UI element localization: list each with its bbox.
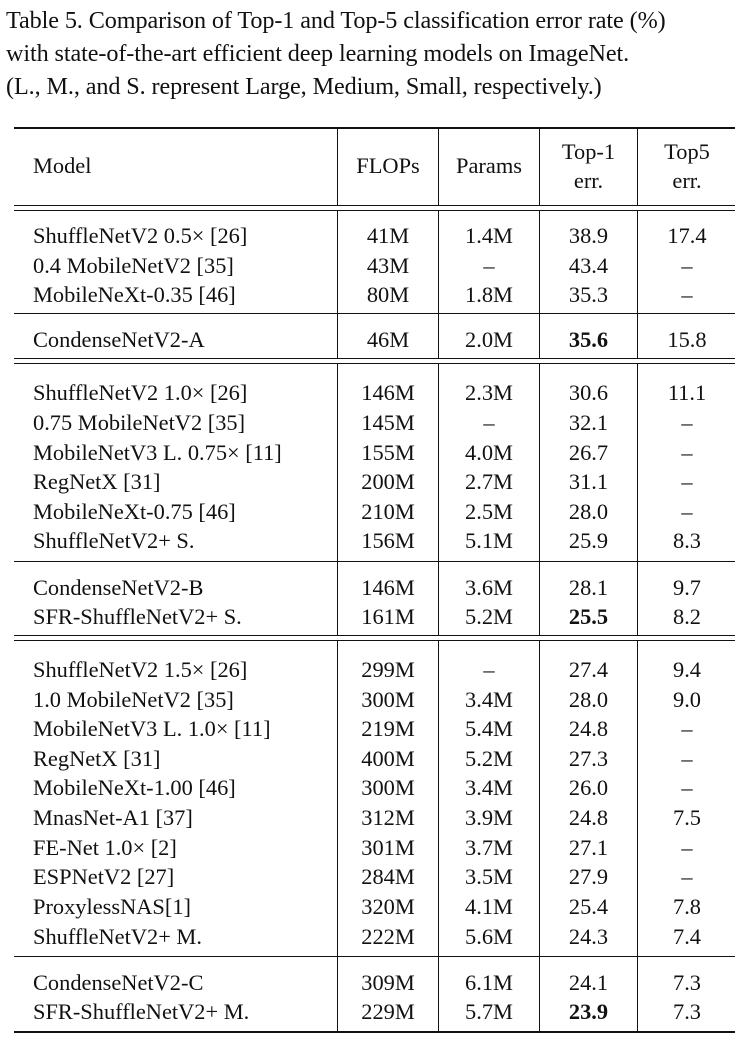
cell-params: 3.4M bbox=[465, 775, 513, 800]
cell-params: 5.4M bbox=[465, 716, 513, 741]
cell-model: MobileNeXt-0.75 [46] bbox=[33, 499, 236, 524]
cell-params: 3.9M bbox=[465, 805, 513, 830]
cell-params: 4.1M bbox=[465, 894, 513, 919]
column-separator bbox=[539, 640, 540, 956]
cell-flops: 284M bbox=[361, 864, 415, 889]
caption-line-3: (L., M., and S. represent Large, Medium, Small, respectively.) bbox=[6, 73, 602, 100]
cell-top5: – bbox=[681, 410, 693, 435]
cell-model: ShuffleNetV2 1.0× [26] bbox=[33, 380, 248, 405]
cell-top5: – bbox=[681, 499, 693, 524]
cell-flops: 301M bbox=[361, 835, 415, 860]
cell-top1: 23.9 bbox=[568, 999, 609, 1024]
cell-flops: 320M bbox=[361, 894, 415, 919]
cell-model: ESPNetV2 [27] bbox=[33, 864, 175, 889]
cell-top5: – bbox=[681, 864, 693, 889]
column-separator bbox=[337, 561, 338, 635]
cell-top5: 7.8 bbox=[673, 894, 701, 919]
table-rule bbox=[14, 210, 735, 211]
header-top1-line2: err. bbox=[573, 168, 604, 193]
cell-top1: 27.3 bbox=[568, 746, 609, 771]
cell-model: MobileNetV3 L. 0.75× [11] bbox=[33, 440, 282, 465]
cell-model: SFR-ShuffleNetV2+ M. bbox=[33, 999, 250, 1024]
table-rule bbox=[14, 1031, 735, 1033]
table-rule bbox=[14, 640, 735, 641]
cell-model: MnasNet-A1 [37] bbox=[33, 805, 193, 830]
cell-top5: 9.4 bbox=[673, 657, 701, 682]
column-separator bbox=[539, 127, 540, 205]
cell-top1: 27.1 bbox=[568, 835, 609, 860]
table-caption bbox=[6, 4, 749, 103]
cell-model: SFR-ShuffleNetV2+ S. bbox=[33, 604, 242, 629]
cell-top5: 15.8 bbox=[667, 327, 707, 352]
cell-model: CondenseNetV2-C bbox=[33, 970, 204, 995]
caption-line-2: with state-of-the-art efficient deep learning models on ImageNet. bbox=[6, 40, 630, 67]
cell-top1: 35.6 bbox=[568, 327, 609, 352]
column-separator bbox=[438, 127, 439, 205]
cell-flops: 312M bbox=[361, 805, 415, 830]
cell-params: 2.0M bbox=[465, 327, 513, 352]
column-separator bbox=[438, 363, 439, 561]
cell-flops: 80M bbox=[366, 282, 410, 307]
cell-params: 1.8M bbox=[465, 282, 513, 307]
cell-params: 4.0M bbox=[465, 440, 513, 465]
cell-flops: 219M bbox=[361, 716, 415, 741]
table-rule bbox=[14, 956, 735, 957]
cell-flops: 43M bbox=[366, 253, 410, 278]
cell-top5: – bbox=[681, 440, 693, 465]
cell-flops: 41M bbox=[366, 223, 410, 248]
header-top5-line2: err. bbox=[672, 168, 702, 193]
column-separator bbox=[539, 210, 540, 313]
cell-params: 1.4M bbox=[465, 223, 513, 248]
cell-top1: 25.9 bbox=[568, 528, 609, 553]
cell-model: ProxylessNAS[1] bbox=[33, 894, 191, 919]
cell-top5: 7.4 bbox=[673, 924, 701, 949]
cell-model: CondenseNetV2-B bbox=[33, 575, 204, 600]
cell-top1: 24.1 bbox=[568, 970, 609, 995]
cell-model: MobileNeXt-0.35 [46] bbox=[33, 282, 236, 307]
column-separator bbox=[438, 313, 439, 358]
cell-params: 2.7M bbox=[465, 469, 513, 494]
column-separator bbox=[637, 210, 638, 313]
cell-top5: – bbox=[681, 282, 693, 307]
column-separator bbox=[337, 127, 338, 205]
cell-flops: 155M bbox=[361, 440, 415, 465]
header-params: Params bbox=[456, 153, 522, 178]
column-separator bbox=[438, 210, 439, 313]
cell-top1: 28.0 bbox=[568, 687, 609, 712]
cell-top5: 11.1 bbox=[667, 380, 707, 405]
column-separator bbox=[337, 210, 338, 313]
cell-model: CondenseNetV2-A bbox=[33, 327, 205, 352]
cell-params: 3.5M bbox=[465, 864, 513, 889]
column-separator bbox=[539, 313, 540, 358]
cell-model: FE-Net 1.0× [2] bbox=[33, 835, 177, 860]
cell-model: 0.75 MobileNetV2 [35] bbox=[33, 410, 246, 435]
cell-top1: 31.1 bbox=[568, 469, 609, 494]
cell-flops: 200M bbox=[361, 469, 415, 494]
caption-line-1: Table 5. Comparison of Top-1 and Top-5 classification error rate (%) bbox=[6, 7, 666, 34]
header-top1-line1: Top-1 bbox=[561, 139, 616, 164]
cell-top1: 27.4 bbox=[568, 657, 609, 682]
column-separator bbox=[337, 956, 338, 1031]
cell-flops: 309M bbox=[361, 970, 415, 995]
table-rule bbox=[14, 205, 735, 206]
table-rule bbox=[14, 313, 735, 314]
cell-top1: 26.0 bbox=[568, 775, 609, 800]
column-separator bbox=[539, 561, 540, 635]
cell-top1: 25.4 bbox=[568, 894, 609, 919]
header-flops: FLOPs bbox=[356, 153, 420, 178]
cell-top5: 8.3 bbox=[673, 528, 701, 553]
cell-params: – bbox=[483, 657, 495, 682]
cell-flops: 210M bbox=[361, 499, 415, 524]
cell-top1: 32.1 bbox=[568, 410, 609, 435]
cell-params: 6.1M bbox=[465, 970, 513, 995]
cell-top5: 9.7 bbox=[673, 575, 701, 600]
cell-top1: 24.3 bbox=[568, 924, 609, 949]
table-rule bbox=[14, 127, 735, 129]
cell-model: ShuffleNetV2+ S. bbox=[33, 528, 195, 553]
cell-top5: 7.5 bbox=[673, 805, 701, 830]
column-separator bbox=[337, 313, 338, 358]
cell-model: 0.4 MobileNetV2 [35] bbox=[33, 253, 234, 278]
cell-top1: 43.4 bbox=[568, 253, 609, 278]
cell-params: – bbox=[483, 410, 495, 435]
cell-flops: 161M bbox=[361, 604, 415, 629]
cell-flops: 156M bbox=[361, 528, 415, 553]
cell-params: 5.2M bbox=[465, 746, 513, 771]
table-rule bbox=[14, 561, 735, 562]
cell-params: 5.7M bbox=[465, 999, 513, 1024]
cell-top1: 24.8 bbox=[568, 716, 609, 741]
column-separator bbox=[637, 363, 638, 561]
cell-top5: 9.0 bbox=[673, 687, 701, 712]
cell-params: – bbox=[483, 253, 495, 278]
cell-model: RegNetX [31] bbox=[33, 746, 161, 771]
cell-top5: 8.2 bbox=[673, 604, 701, 629]
table-rule bbox=[14, 358, 735, 359]
cell-top5: – bbox=[681, 469, 693, 494]
cell-flops: 146M bbox=[361, 575, 415, 600]
cell-params: 2.3M bbox=[465, 380, 513, 405]
cell-top5: 7.3 bbox=[673, 999, 701, 1024]
header-top5-line1: Top5 bbox=[664, 139, 710, 164]
table-rule bbox=[14, 635, 735, 636]
cell-flops: 300M bbox=[361, 687, 415, 712]
cell-model: MobileNetV3 L. 1.0× [11] bbox=[33, 716, 271, 741]
column-separator bbox=[637, 127, 638, 205]
cell-flops: 146M bbox=[361, 380, 415, 405]
cell-flops: 229M bbox=[361, 999, 415, 1024]
cell-params: 3.6M bbox=[465, 575, 513, 600]
cell-top1: 38.9 bbox=[568, 223, 609, 248]
cell-top1: 35.3 bbox=[568, 282, 609, 307]
cell-top1: 27.9 bbox=[568, 864, 609, 889]
table-rule bbox=[14, 363, 735, 364]
header-model: Model bbox=[33, 153, 92, 178]
cell-top1: 26.7 bbox=[568, 440, 609, 465]
cell-flops: 400M bbox=[361, 746, 415, 771]
cell-flops: 222M bbox=[361, 924, 415, 949]
cell-top5: – bbox=[681, 775, 693, 800]
cell-model: ShuffleNetV2+ M. bbox=[33, 924, 202, 949]
column-separator bbox=[637, 313, 638, 358]
column-separator bbox=[637, 640, 638, 956]
column-separator bbox=[438, 561, 439, 635]
cell-flops: 300M bbox=[361, 775, 415, 800]
cell-model: MobileNeXt-1.00 [46] bbox=[33, 775, 236, 800]
cell-params: 2.5M bbox=[465, 499, 513, 524]
cell-top5: – bbox=[681, 835, 693, 860]
column-separator bbox=[438, 640, 439, 956]
cell-top5: – bbox=[681, 253, 693, 278]
cell-model: 1.0 MobileNetV2 [35] bbox=[33, 687, 234, 712]
column-separator bbox=[539, 956, 540, 1031]
cell-top1: 30.6 bbox=[568, 380, 609, 405]
cell-top1: 28.0 bbox=[568, 499, 609, 524]
column-separator bbox=[337, 363, 338, 561]
cell-params: 5.2M bbox=[465, 604, 513, 629]
cell-top1: 25.5 bbox=[568, 604, 609, 629]
column-separator bbox=[337, 640, 338, 956]
cell-params: 5.6M bbox=[465, 924, 513, 949]
column-separator bbox=[539, 363, 540, 561]
cell-params: 5.1M bbox=[465, 528, 513, 553]
column-separator bbox=[637, 956, 638, 1031]
cell-top5: – bbox=[681, 716, 693, 741]
cell-top5: 17.4 bbox=[667, 223, 707, 248]
cell-top5: 7.3 bbox=[673, 970, 701, 995]
cell-flops: 46M bbox=[366, 327, 410, 352]
column-separator bbox=[438, 956, 439, 1031]
cell-model: ShuffleNetV2 1.5× [26] bbox=[33, 657, 248, 682]
cell-params: 3.7M bbox=[465, 835, 513, 860]
cell-top5: – bbox=[681, 746, 693, 771]
cell-model: ShuffleNetV2 0.5× [26] bbox=[33, 223, 248, 248]
cell-flops: 145M bbox=[361, 410, 415, 435]
cell-model: RegNetX [31] bbox=[33, 469, 161, 494]
column-separator bbox=[637, 561, 638, 635]
cell-top1: 24.8 bbox=[568, 805, 609, 830]
cell-top1: 28.1 bbox=[568, 575, 609, 600]
cell-params: 3.4M bbox=[465, 687, 513, 712]
cell-flops: 299M bbox=[361, 657, 415, 682]
